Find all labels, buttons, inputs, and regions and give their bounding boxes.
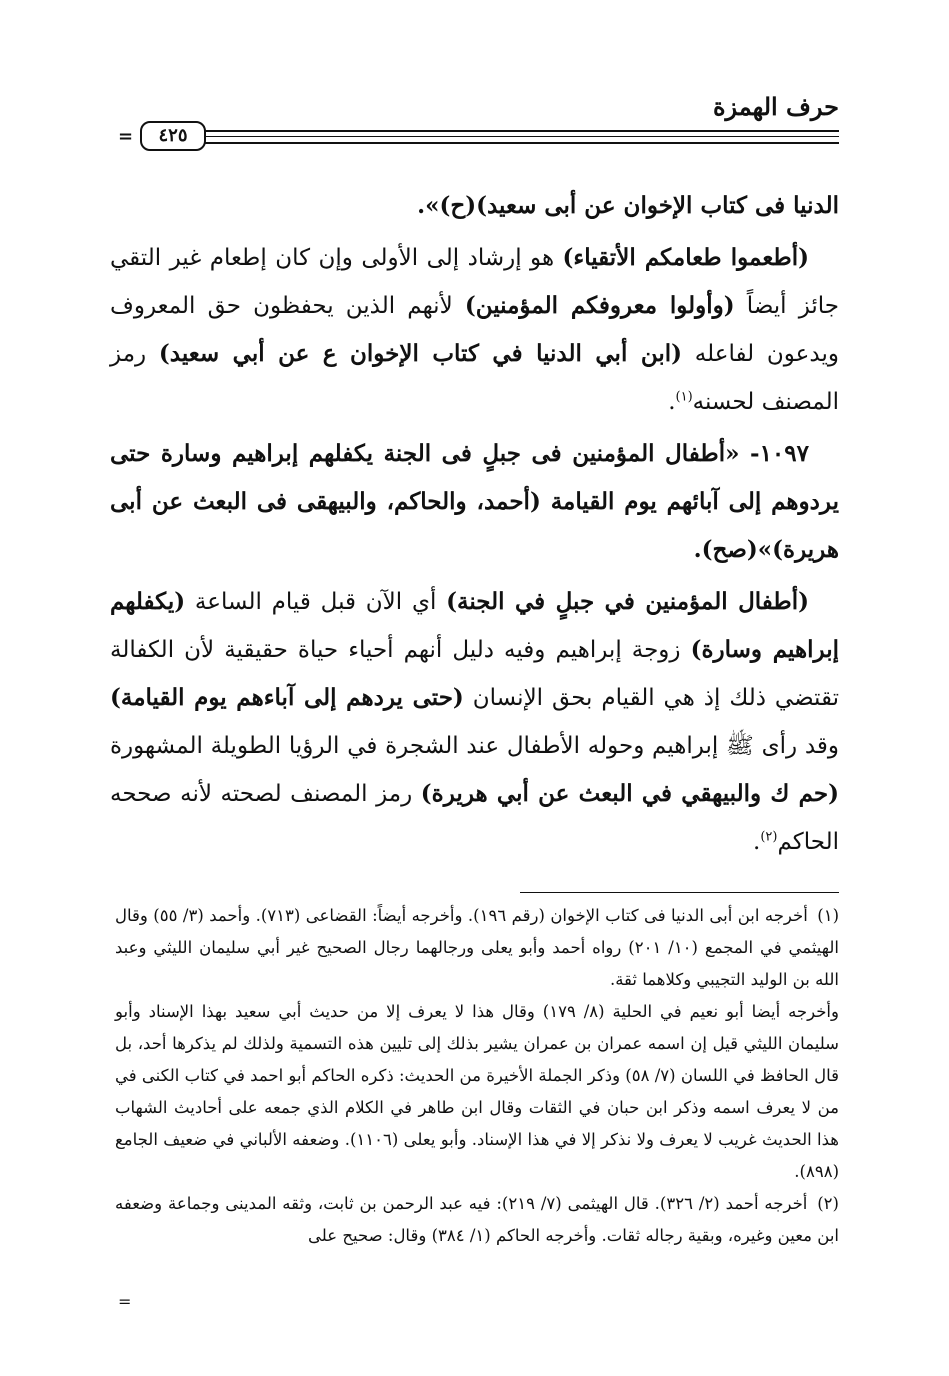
footnotes: [115, 900, 839, 1252]
commentary-text: أي الآن قبل قيام الساعة: [185, 589, 447, 615]
header-rule: [200, 142, 839, 144]
footnote-text: وأخرجه أيضا أبو نعيم في الحلية (٨/ ١٧٩) وقال هذا لا يعرف إلا من حديث أبي سعيد بهذا الإسناد وأبو سليمان الليثي قيل إن اسمه عمران بن عمران يشير بذلك إلى تليين هذه التسمية ولذلك لم يذكرها أحد، بل قال الحافظ في اللسان (٧/ ٥٨) وذكر الجملة الأخيرة من الحديث: ذكره الحاكم أبو احمد في كتاب الكنى في من لا يعرف اسمه وذكر ابن حبان في الثقات وقال ابن طاهر في الكلام الذي جمعه على أحاديث الشهاب هذا الحديث غريب لا يعرف ولا نذكر إلا في هذا الإسناد. وأبو يعلى (١١٠٦). وضعفه الألباني في ضعيف الجامع (٨٩٨).: [115, 1002, 839, 1181]
hadith-quote: (يكفلهم إبراهيم وسارة): [110, 588, 839, 663]
punctuation: .: [753, 829, 761, 855]
hadith-quote: (أطعموا طعامكم الأتقياء): [562, 244, 809, 271]
commentary-text: وقد رأى ﷺ إبراهيم وحوله الأطفال عند الشجرة في الرؤيا الطويلة المشهورة: [110, 733, 839, 759]
header-rule: [200, 130, 839, 132]
commentary-text: هو إرشاد إلى الأولى وإن كان إطعام غير التقي جائز أيضاً: [110, 245, 840, 319]
header-edge-mark: =: [118, 126, 134, 147]
commentary-paragraph: [110, 578, 839, 866]
commentary-text: رمز المصنف لصحته لأنه صححه الحاكم: [110, 781, 839, 855]
commentary-text: زوجة إبراهيم وفيه دليل أنهم أحياء حياة حقيقية لأن الكفالة تقتضي ذلك إذ هي القيام بحق الإنسان: [110, 637, 839, 711]
hadith-quote: (وأولوا معروفكم المؤمنين): [464, 292, 735, 319]
footnote-number: (١): [817, 906, 840, 925]
hadith-text: الدنيا فى كتاب الإخوان عن أبى سعيد)(ح)».: [417, 192, 839, 219]
footnote-1: [115, 900, 839, 996]
footnote-ref[interactable]: (١): [675, 389, 693, 405]
footnote-number: (٢): [817, 1194, 839, 1213]
footnote-separator: [520, 892, 839, 893]
continuation-mark: =: [118, 1292, 132, 1311]
footnote-1-continued: [115, 996, 839, 1188]
header-rule: [200, 136, 839, 137]
commentary-paragraph: [110, 234, 839, 426]
page-number: ٤٢٥: [140, 121, 206, 151]
hadith-paragraph: [110, 430, 839, 574]
commentary-text: لأنهم الذين يحفظون حق المعروف ويدعون لفاعله: [110, 293, 839, 367]
footnote-text: أخرجه أحمد (٢/ ٣٢٦). قال الهيثمى (٧/ ٢١٩): فيه عبد الرحمن بن ثابت، وثقه المدينى وجماعة وضعفه ابن معين وغيره، وبقية رجاله ثقات. وأخرجه الحاكم (١/ ٣٨٤) وقال: صحيح على: [115, 1194, 839, 1245]
main-text: [110, 182, 839, 870]
footnote-2: [115, 1188, 839, 1252]
source-reference: (ابن أبي الدنيا في كتاب الإخوان ع عن أبي سعيد): [158, 340, 682, 367]
footnote-ref[interactable]: (٢): [760, 829, 778, 845]
commentary-text: رمز المصنف لحسنه: [110, 341, 839, 415]
footnote-text: أخرجه ابن أبى الدنيا فى كتاب الإخوان (رقم ١٩٦). وأخرجه أيضاً: القضاعى (٧١٣). وأحمد (٣/ ٥٥) وقال الهيثمي في المجمع (١٠/ ٢٠١) رواه أحمد وأبو يعلى ورجالهما رجال الصحيح غير أبي سليمان الليثي وعبد الله بن الوليد التجيبي وكلاهما ثقة.: [115, 906, 839, 989]
paragraph: [110, 182, 839, 230]
hadith-quote: (أطفال المؤمنين في جبلٍ في الجنة): [446, 588, 810, 615]
hadith-text: ١٠٩٧- «أطفال المؤمنين فى جبلٍ فى الجنة يكفلهم إبراهيم وسارة حتى يردوهم إلى آبائهم يوم القيامة (أحمد، والحاكم، والبيهقى فى البعث عن أبى هريرة)»(صح).: [110, 440, 839, 563]
punctuation: .: [668, 389, 676, 415]
source-reference: (حم ك والبيهقي في البعث عن أبي هريرة): [420, 780, 839, 807]
chapter-title: حرف الهمزة: [712, 92, 839, 121]
hadith-quote: (حتى يردهم إلى آباءهم يوم القيامة): [110, 684, 464, 711]
